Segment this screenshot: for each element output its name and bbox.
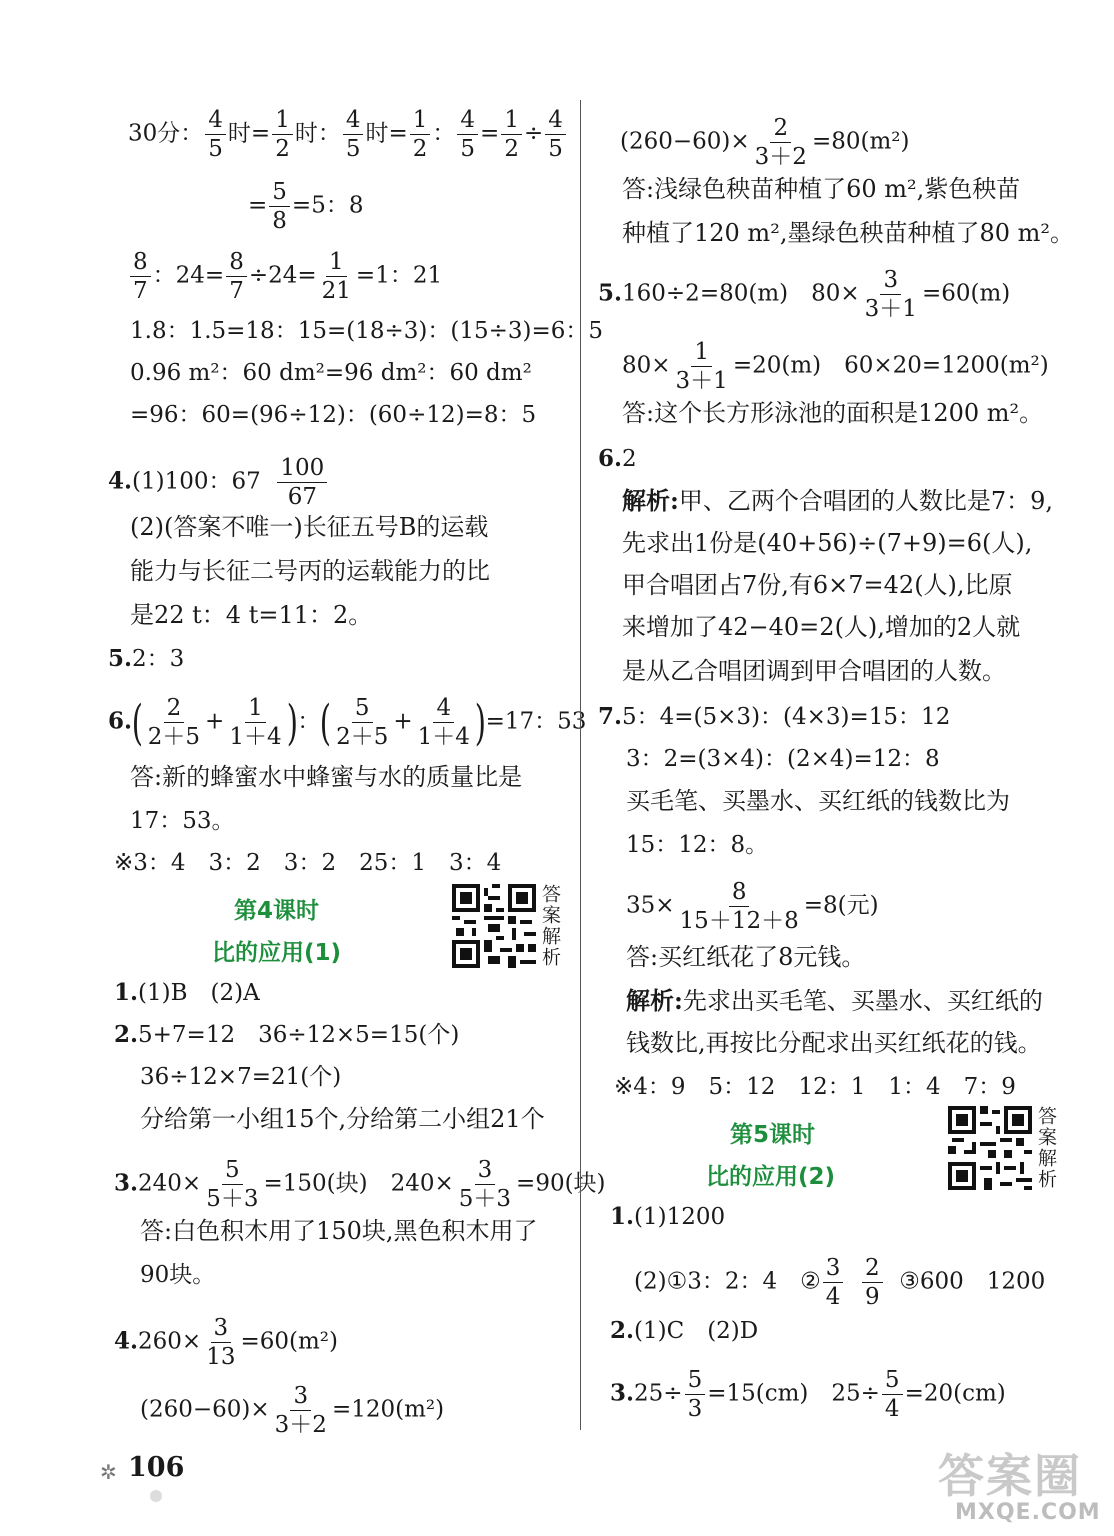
section-q4-line2 <box>140 1384 444 1437</box>
numerator: 1 <box>326 250 347 277</box>
numerator: 4 <box>343 108 364 135</box>
numerator: 3 <box>211 1316 232 1343</box>
denominator: 7 <box>133 278 148 305</box>
section-q3 <box>114 1158 606 1211</box>
text: 80× <box>622 352 671 379</box>
q6-answer-line1: 答:新的蜂蜜水中蜂蜜与水的质量比是 <box>130 763 523 791</box>
numerator: 5 <box>222 1158 243 1185</box>
q6-answer-line2: 17：53。 <box>130 808 235 834</box>
numerator: 3 <box>823 1256 844 1283</box>
numerator: 5 <box>352 696 373 723</box>
text: = <box>248 192 268 219</box>
denominator: 2 <box>275 136 290 163</box>
text: =8(元) <box>803 892 879 919</box>
denominator: 67 <box>287 484 317 511</box>
analysis-label: 解析: <box>622 486 679 515</box>
question-number: 5. <box>598 279 623 307</box>
text: ： <box>297 708 321 735</box>
fraction <box>226 250 247 303</box>
r-answer-line2: 种植了120 m²,墨绿色秧苗种植了80 m²。 <box>622 219 1074 247</box>
r-extra-ratios: ※4：9 5：12 12：1 1：4 7：9 <box>614 1074 1016 1100</box>
r-section-q3 <box>610 1368 1006 1421</box>
fraction <box>685 1368 706 1421</box>
r-section-q2 <box>610 1316 758 1346</box>
fraction <box>673 340 731 393</box>
numerator: 5 <box>269 180 290 207</box>
text: 5：4=(5×3)：(4×3)=15：12 <box>622 704 951 730</box>
numerator: 8 <box>226 250 247 277</box>
r-q7-analysis2: 钱数比,再按比分配求出买红纸花的钱。 <box>626 1029 1042 1057</box>
eq-0-96: 0.96 m²：60 dm²=96 dm²：60 dm² <box>130 360 532 386</box>
numerator: 3 <box>880 268 901 295</box>
denominator: 21 <box>321 278 351 305</box>
star-icon: ✲ <box>100 1460 117 1484</box>
text: ： <box>432 120 456 147</box>
right-paren: ) <box>286 694 298 751</box>
text: =1：21 <box>355 262 443 289</box>
qr-label: 答案解析 <box>539 884 561 968</box>
section-q2-line2: 36÷12×7=21(个) <box>140 1064 342 1090</box>
fraction <box>862 268 920 321</box>
text: ：24= <box>152 262 225 289</box>
section-q3-answer2: 90块。 <box>140 1262 216 1288</box>
numerator: 4 <box>545 108 566 135</box>
denominator: 3＋2 <box>754 144 807 171</box>
denominator: 2 <box>504 136 519 163</box>
r-question-5 <box>598 268 1010 321</box>
fraction <box>226 696 284 749</box>
text: (1)C (2)D <box>634 1318 759 1344</box>
r-q7-line5 <box>626 880 879 933</box>
numerator: 2 <box>164 696 185 723</box>
question-number: 4. <box>108 467 133 495</box>
denominator: 5 <box>345 136 361 163</box>
denominator: 2＋5 <box>147 724 201 751</box>
text: ③600 1200 <box>899 1268 1046 1295</box>
r-question-7 <box>598 702 950 732</box>
question-number: 2. <box>114 1021 139 1048</box>
text: = <box>480 120 500 147</box>
fraction <box>130 250 151 303</box>
text: + <box>205 708 225 735</box>
text: =20(m) 60×20=1200(m²) <box>732 352 1049 379</box>
fraction <box>456 1158 514 1211</box>
question-6 <box>108 696 586 749</box>
r-q7-line2: 3：2=(3×4)：(2×4)=12：8 <box>626 746 940 772</box>
lesson-5-title: 第5课时 <box>730 1122 816 1148</box>
denominator: 13 <box>206 1344 236 1371</box>
qr-code-icon[interactable] <box>948 1106 1032 1190</box>
text: ÷24= <box>248 262 317 289</box>
eq-96-60: =96：60=(96÷12)：(60÷12)=8：5 <box>130 402 537 428</box>
denominator: 5＋3 <box>458 1186 512 1213</box>
text: 时： <box>294 120 341 147</box>
qr-code-icon[interactable] <box>452 884 536 968</box>
r-analysis-line3: 甲合唱团占7份,有6×7=42(人),比原 <box>622 571 1013 599</box>
text: 时= <box>365 120 408 147</box>
denominator: 8 <box>272 208 287 235</box>
denominator: 2 <box>412 136 428 163</box>
r-analysis-line2: 先求出1份是(40+56)÷(7+9)=6(人), <box>622 529 1033 557</box>
numerator: 1 <box>501 108 522 135</box>
section-q3-answer1: 答:白色积木用了150块,黑色积木用了 <box>140 1217 538 1245</box>
r-answer-line1: 答:浅绿色秧苗种植了60 m²,紫色秧苗 <box>622 175 1021 203</box>
numerator: 1 <box>410 108 431 135</box>
watermark-url: MXQE.COM <box>955 1500 1101 1525</box>
page-number: 106 <box>128 1452 185 1483</box>
text: =5：8 <box>291 192 364 219</box>
fraction <box>752 116 810 169</box>
numerator: 8 <box>130 250 151 277</box>
text: 先求出买毛笔、买墨水、买红纸的 <box>682 987 1043 1015</box>
left-paren: ( <box>131 694 144 751</box>
numerator: 3 <box>290 1384 311 1411</box>
text: (2)①3：2：4 ② <box>634 1268 821 1295</box>
denominator: 5 <box>208 136 223 163</box>
text: (1)1200 <box>634 1204 726 1230</box>
text: =20(cm) <box>904 1380 1006 1407</box>
eq-5-8 <box>248 180 363 233</box>
denominator: 4 <box>884 1396 900 1423</box>
fraction <box>501 108 522 161</box>
numerator: 4 <box>205 108 226 135</box>
qr-label: 答案解析 <box>1035 1106 1057 1190</box>
question-4 <box>108 456 329 509</box>
numerator: 8 <box>729 880 750 907</box>
question-number: 1. <box>610 1203 635 1230</box>
right-paren: ) <box>474 694 486 751</box>
fraction <box>457 108 478 161</box>
fraction <box>205 108 226 161</box>
text: + <box>393 708 413 735</box>
r-analysis-line5: 是从乙合唱团调到甲合唱团的人数。 <box>622 657 1006 685</box>
fraction <box>319 250 354 303</box>
lesson-5-subtitle: 比的应用(2) <box>706 1164 836 1190</box>
numerator: 1 <box>691 340 712 367</box>
denominator: 3＋2 <box>274 1412 327 1439</box>
question-number: 2. <box>610 1317 635 1344</box>
text: =15(cm) 25÷ <box>707 1380 880 1407</box>
section-q2 <box>114 1020 459 1050</box>
text: 25÷ <box>634 1380 683 1407</box>
q4-part2-line1: (2)(答案不唯一)长征五号B的运载 <box>130 513 489 541</box>
column-divider <box>580 100 581 1430</box>
r-q7-line3: 买毛笔、买墨水、买红纸的钱数比为 <box>626 787 1010 815</box>
text: 30分： <box>128 120 204 147</box>
text: 甲、乙两个合唱团的人数比是7：9, <box>678 487 1054 515</box>
fraction <box>277 456 327 509</box>
question-number: 7. <box>598 703 623 730</box>
lesson-4-subtitle: 比的应用(1) <box>212 940 342 966</box>
fraction <box>415 696 473 749</box>
watermark-logo: 答案圈 <box>938 1449 1082 1503</box>
r-eq-260 <box>620 116 909 169</box>
numerator: 3 <box>475 1158 496 1185</box>
text: (1)B (2)A <box>138 980 260 1006</box>
r-analysis-line1 <box>622 486 1053 516</box>
fraction <box>203 1158 261 1211</box>
text: (1)100：67 <box>132 468 261 495</box>
question-number: 3. <box>114 1169 139 1197</box>
eq-1-8: 1.8：1.5=18：15=(18÷3)：(15÷3)=6：5 <box>130 318 604 344</box>
r-section-q1 <box>610 1202 725 1232</box>
text: =120(m²) <box>331 1396 445 1423</box>
question-number: 4. <box>114 1327 139 1355</box>
text: 260× <box>138 1328 202 1355</box>
numerator: 2 <box>862 1256 883 1283</box>
question-number: 6. <box>598 445 623 472</box>
text: =60(m) <box>921 280 1011 307</box>
q4-part2-line2: 能力与长征二号丙的运载能力的比 <box>130 557 490 585</box>
text: 2 <box>622 446 637 472</box>
fraction <box>882 1368 903 1421</box>
text: =80(m²) <box>811 128 910 155</box>
fraction <box>203 1316 238 1369</box>
denominator: 2＋5 <box>336 724 389 751</box>
text: 160÷2=80(m) 80× <box>622 280 860 307</box>
numerator: 5 <box>882 1368 903 1395</box>
fraction <box>269 180 290 233</box>
text: 2：3 <box>132 646 185 672</box>
fraction <box>333 696 391 749</box>
fraction <box>145 696 203 749</box>
left-paren: ( <box>320 694 332 751</box>
question-5 <box>108 644 184 674</box>
fraction <box>545 108 566 161</box>
denominator: 5 <box>460 136 476 163</box>
denominator: 3＋1 <box>864 296 917 323</box>
question-number: 6. <box>108 707 133 735</box>
extra-ratios: ※3：4 3：2 3：2 25：1 3：4 <box>114 850 502 876</box>
numerator: 2 <box>770 116 791 143</box>
fraction <box>862 1256 883 1309</box>
text: =60(m²) <box>240 1328 338 1355</box>
text: =150(块) 240× <box>263 1170 454 1197</box>
r-q5-line2 <box>622 340 1049 393</box>
denominator: 1＋4 <box>417 724 470 751</box>
decor-dot <box>150 1490 162 1502</box>
r-q7-line4: 15：12：8。 <box>626 832 769 858</box>
text: 35× <box>626 892 675 919</box>
r-analysis-line4: 来增加了42−40=2(人),增加的2人就 <box>622 613 1021 641</box>
q4-part2-line3: 是22 t：4 t=11：2。 <box>130 601 373 629</box>
eq-8-7 <box>128 250 442 303</box>
r-q5-answer: 答:这个长方形泳池的面积是1200 m²。 <box>622 399 1044 427</box>
numerator: 1 <box>272 108 293 135</box>
denominator: 5＋3 <box>206 1186 259 1213</box>
question-number: 5. <box>108 645 133 672</box>
denominator: 3 <box>687 1396 703 1423</box>
denominator: 4 <box>825 1284 841 1311</box>
numerator: 4 <box>433 696 454 723</box>
fraction <box>410 108 431 161</box>
numerator: 100 <box>277 456 327 483</box>
denominator: 15＋12＋8 <box>679 908 799 935</box>
numerator: 4 <box>457 108 478 135</box>
denominator: 1＋4 <box>229 724 282 751</box>
r-section-q1-part2 <box>634 1256 1045 1309</box>
section-q1 <box>114 978 260 1008</box>
section-q2-line3: 分给第一小组15个,分给第二小组21个 <box>140 1105 545 1133</box>
numerator: 1 <box>245 696 266 723</box>
r-q7-answer: 答:买红纸花了8元钱。 <box>626 943 866 971</box>
text: 5+7=12 36÷12×5=15(个) <box>138 1022 460 1048</box>
numerator: 5 <box>685 1368 706 1395</box>
eq-30min <box>128 108 568 161</box>
fraction <box>272 108 293 161</box>
r-q7-analysis1 <box>626 986 1043 1016</box>
question-number: 3. <box>610 1379 635 1407</box>
lesson-4-title: 第4课时 <box>234 898 320 924</box>
fraction <box>272 1384 330 1437</box>
analysis-label: 解析: <box>626 986 683 1015</box>
section-q4 <box>114 1316 338 1369</box>
text: ÷ <box>523 120 544 147</box>
fraction <box>343 108 364 161</box>
fraction <box>677 880 802 933</box>
text: (260−60)× <box>620 128 750 155</box>
text: 时= <box>227 120 271 147</box>
fraction <box>823 1256 844 1309</box>
denominator: 7 <box>229 278 244 305</box>
text: (260−60)× <box>140 1396 270 1423</box>
denominator: 9 <box>864 1284 880 1311</box>
denominator: 5 <box>548 136 563 163</box>
text: 240× <box>138 1170 202 1197</box>
text: =17：53 <box>485 708 587 735</box>
r-question-6 <box>598 444 637 474</box>
text: =90(块) <box>516 1170 606 1197</box>
denominator: 3＋1 <box>675 368 728 395</box>
question-number: 1. <box>114 979 139 1006</box>
